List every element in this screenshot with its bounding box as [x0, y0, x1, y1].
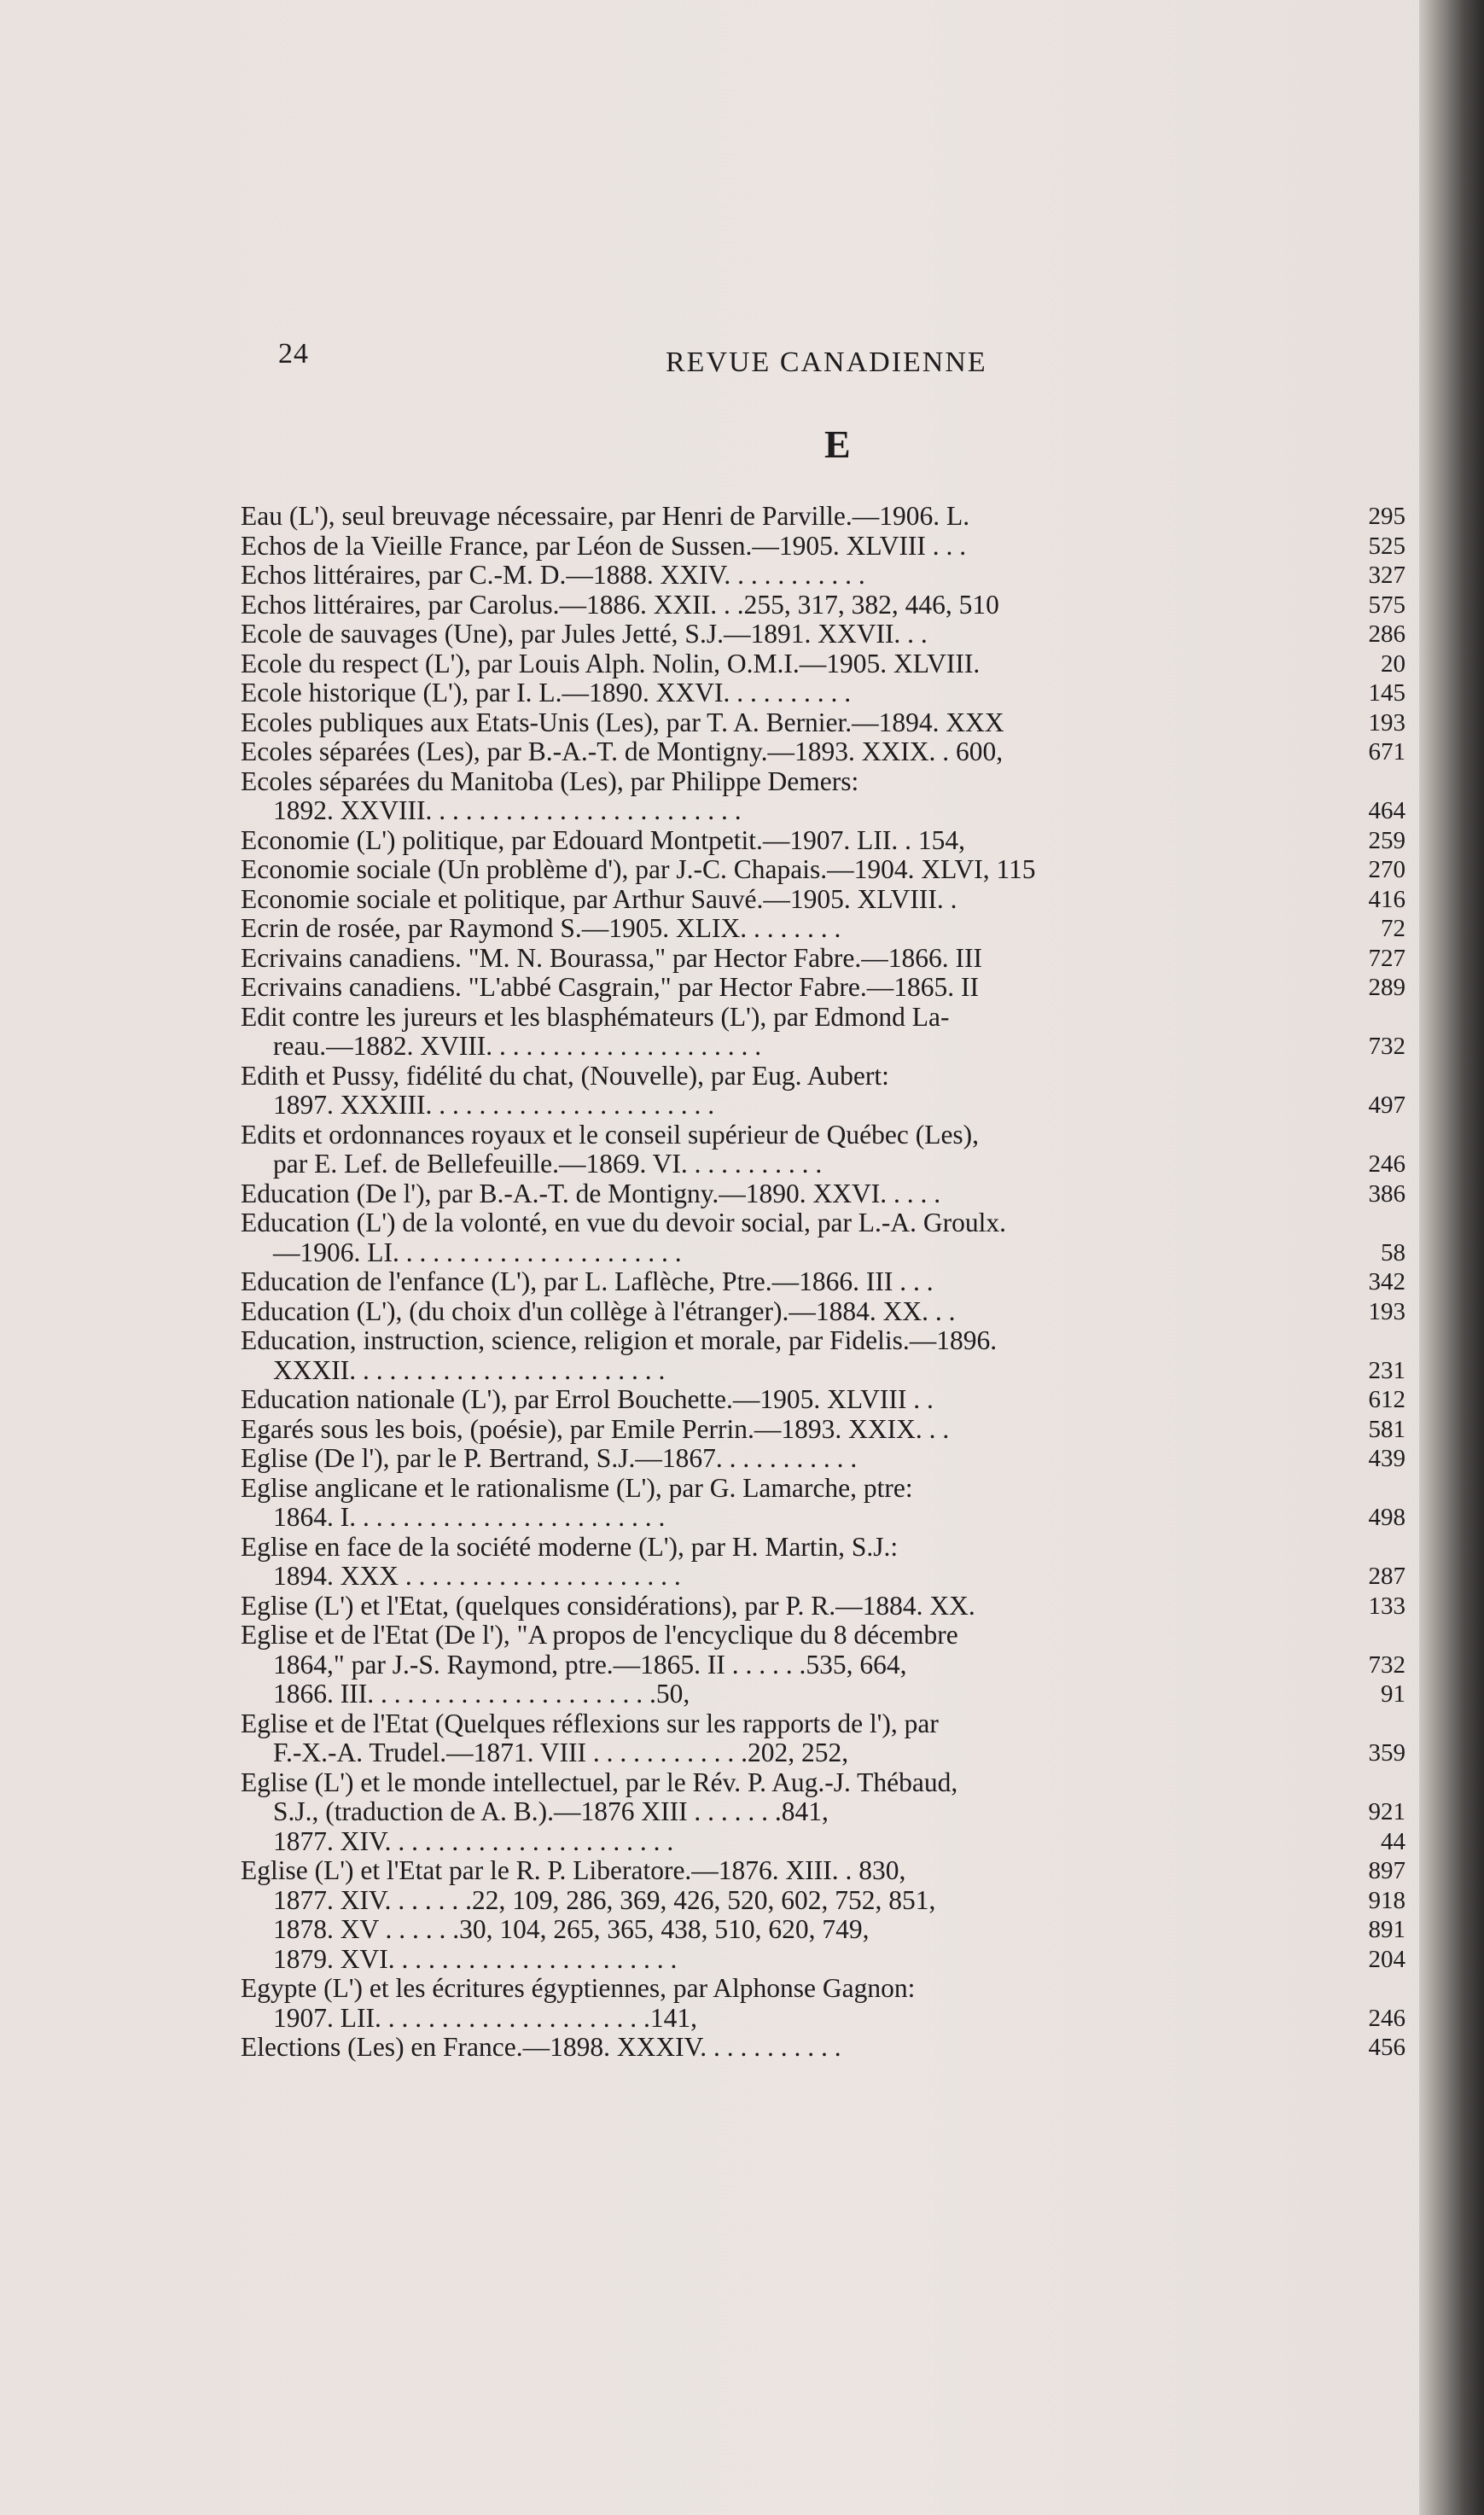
entry-page-numbers: 342	[1368, 1268, 1405, 1295]
entry-page-numbers: 289	[1368, 974, 1405, 1001]
entry-text: Economie sociale (Un problème d'), par J.-C. Chapais.—1904. XLVI, 115	[241, 854, 1036, 884]
index-entry	[241, 1179, 1405, 1209]
entry-page-numbers: 246	[1368, 2004, 1405, 2032]
index-entry	[241, 1415, 1405, 1445]
entry-page-numbers: 897 918 891 204	[1368, 1857, 1405, 1973]
entry-text: Egarés sous les bois, (poésie), par Emile Perrin.—1893. XXIX. . .	[241, 1413, 950, 1444]
index-entry	[241, 678, 1405, 708]
entry-text: Ecoles séparées (Les), par B.-A.-T. de Montigny.—1893. XXIX. . 600,	[241, 736, 1004, 766]
index-entry	[241, 826, 1405, 856]
entry-page-numbers: 72	[1381, 915, 1405, 942]
entry-text: Economie sociale et politique, par Arthur Sauvé.—1905. XLVIII. .	[241, 883, 957, 914]
index-entry	[241, 1768, 1405, 1857]
entry-text: Eglise (L') et l'Etat, (quelques considérations), par P. R.—1884. XX.	[241, 1590, 975, 1621]
index-entry	[241, 855, 1405, 885]
entry-page-numbers: 497	[1368, 1092, 1405, 1119]
entry-text: Eglise en face de la société moderne (L'), par H. Martin, S.J.: 1894. XXX . . . . . . . . . . . . . . . . . . . . .	[241, 1531, 899, 1591]
index-entry	[241, 1003, 1405, 1062]
index-entry	[241, 1533, 1405, 1592]
entry-text: Echos littéraires, par Carolus.—1886. XXII. . .255, 317, 382, 446, 510	[241, 589, 999, 620]
entry-text: Eglise (De l'), par le P. Bertrand, S.J.—1867. . . . . . . . . . .	[241, 1443, 858, 1473]
page-number: 24	[278, 338, 309, 370]
entry-text: Eglise (L') et le monde intellectuel, par le Rév. P. Aug.-J. Thébaud, S.J., (traduction de A. B.).—1876 XIII . . . . . . .841, 1877. XIV. . . . . . . . . . . . . . . . . . . . . .	[241, 1767, 958, 1856]
entry-text: Economie (L') politique, par Edouard Montpetit.—1907. LII. . 154,	[241, 824, 965, 855]
entry-text: Eglise et de l'Etat (Quelques réflexions sur les rapports de l'), par F.-X.-A. Trudel.—1871. VIII . . . . . . . . . . . .202, 252,	[241, 1708, 939, 1767]
entry-text: Edith et Pussy, fidélité du chat, (Nouvelle), par Eug. Aubert: 1897. XXXIII. . . . . . . . . . . . . . . . . . . . . .	[241, 1060, 889, 1120]
index-entry	[241, 1062, 1405, 1121]
entry-page-numbers: 386	[1368, 1179, 1405, 1208]
index-entry	[241, 1121, 1405, 1179]
entry-text: Education nationale (L'), par Errol Bouchette.—1905. XLVIII . .	[241, 1384, 934, 1414]
entry-page-numbers: 416	[1368, 885, 1405, 913]
index-entry	[241, 1621, 1405, 1709]
entry-text: Education de l'enfance (L'), par L. Laflèche, Ptre.—1866. III . . .	[241, 1266, 934, 1296]
entry-text: Edits et ordonnances royaux et le conseil supérieur de Québec (Les), par E. Lef. de Bellefeuille.—1869. VI. . . . . . . . . . .	[241, 1119, 980, 1179]
entry-text: Eglise anglicane et le rationalisme (L'), par G. Lamarche, ptre: 1864. I. . . . . . . . . . . . . . . . . . . . . . . .	[241, 1472, 913, 1532]
entry-text: Egypte (L') et les écritures égyptiennes, par Alphonse Gagnon: 1907. LII. . . . . . . . . . . . . . . . . . . . .141,	[241, 1973, 916, 2033]
index-entry	[241, 1326, 1405, 1385]
entry-text: Ecole de sauvages (Une), par Jules Jetté, S.J.—1891. XXVII. . .	[241, 619, 928, 649]
entry-page-numbers: 456	[1368, 2034, 1405, 2061]
entry-text: Education (De l'), par B.-A.-T. de Montigny.—1890. XXVI. . . . .	[241, 1178, 941, 1208]
running-title: REVUE CANADIENNE	[666, 346, 987, 378]
entry-page-numbers: 921 44	[1368, 1798, 1405, 1855]
entry-page-numbers: 525	[1368, 532, 1405, 560]
entry-text: Ecole du respect (L'), par Louis Alph. Nolin, O.M.I.—1905. XLVIII.	[241, 648, 981, 678]
index-entry	[241, 914, 1405, 944]
index-entry	[241, 1474, 1405, 1533]
index-entry	[241, 532, 1405, 562]
index-entry	[241, 2033, 1405, 2063]
index-entries	[241, 502, 1405, 2063]
index-entry	[241, 885, 1405, 915]
index-entry	[241, 944, 1405, 974]
entry-text: Ecrivains canadiens. "M. N. Bourassa," par Hector Fabre.—1866. III	[241, 942, 982, 973]
entry-page-numbers: 732	[1368, 1033, 1405, 1060]
index-entry	[241, 620, 1405, 649]
entry-page-numbers: 727	[1368, 944, 1405, 972]
entry-page-numbers: 732 91	[1368, 1650, 1405, 1708]
index-entry	[241, 502, 1405, 532]
entry-page-numbers: 193	[1368, 708, 1405, 736]
index-entry	[241, 1592, 1405, 1621]
entry-text: Education (L'), (du choix d'un collège à l'étranger).—1884. XX. . .	[241, 1295, 956, 1326]
entry-page-numbers: 145	[1368, 679, 1405, 707]
entry-page-numbers: 359	[1368, 1739, 1405, 1767]
section-letter: E	[824, 422, 851, 466]
book-spine-shadow	[1419, 0, 1484, 2515]
index-entry	[241, 708, 1405, 738]
index-entry	[241, 1267, 1405, 1297]
index-entry	[241, 1709, 1405, 1768]
entry-page-numbers: 193	[1368, 1297, 1405, 1325]
index-entry	[241, 591, 1405, 620]
entry-text: Echos littéraires, par C.-M. D.—1888. XXIV. . . . . . . . . . .	[241, 560, 865, 590]
index-entry	[241, 1856, 1405, 1974]
entry-page-numbers: 287	[1368, 1563, 1405, 1590]
index-entry	[241, 1444, 1405, 1474]
entry-text: Education (L') de la volonté, en vue du devoir social, par L.-A. Groulx. —1906. LI. . . . . . . . . . . . . . . . . . . . . .	[241, 1208, 1007, 1267]
index-entry	[241, 561, 1405, 591]
entry-page-numbers: 575	[1368, 591, 1405, 619]
entry-page-numbers: 439	[1368, 1445, 1405, 1472]
index-entry	[241, 649, 1405, 679]
entry-page-numbers: 133	[1368, 1592, 1405, 1620]
entry-page-numbers: 498	[1368, 1504, 1405, 1531]
index-entry	[241, 767, 1405, 826]
index-entry	[241, 1297, 1405, 1327]
entry-text: Ecrin de rosée, par Raymond S.—1905. XLIX. . . . . . . .	[241, 913, 841, 943]
entry-page-numbers: 286	[1368, 620, 1405, 648]
entry-text: Echos de la Vieille France, par Léon de Sussen.—1905. XLVIII . . .	[241, 530, 967, 561]
entry-page-numbers: 327	[1368, 562, 1405, 589]
index-entry	[241, 1208, 1405, 1267]
index-entry	[241, 973, 1405, 1003]
entry-page-numbers: 20	[1381, 649, 1405, 678]
index-entry	[241, 737, 1405, 767]
entry-text: Eglise et de l'Etat (De l'), "A propos de l'encyclique du 8 décembre 1864," par J.-S. Raymond, ptre.—1865. II . . . . . .535, 664, 1866. III. . . . . . . . . . . . . . . . . . . . . .50,	[241, 1620, 958, 1709]
entry-text: Eau (L'), seul breuvage nécessaire, par Henri de Parville.—1906. L.	[241, 501, 970, 531]
entry-page-numbers: 270	[1368, 856, 1405, 883]
entry-text: Ecole historique (L'), par I. L.—1890. XXVI. . . . . . . . . .	[241, 678, 852, 707]
entry-page-numbers: 259	[1368, 826, 1405, 854]
entry-text: Ecrivains canadiens. "L'abbé Casgrain," par Hector Fabre.—1865. II	[241, 972, 979, 1002]
index-entry	[241, 1385, 1405, 1415]
entry-page-numbers: 671	[1368, 738, 1405, 766]
entry-text: Education, instruction, science, religion et morale, par Fidelis.—1896. XXXII. . . . . . . . . . . . . . . . . . . . . . . .	[241, 1325, 998, 1385]
entry-page-numbers: 464	[1368, 797, 1405, 824]
entry-text: Elections (Les) en France.—1898. XXXIV. . . . . . . . . . .	[241, 2032, 841, 2062]
entry-page-numbers: 612	[1368, 1386, 1405, 1413]
entry-text: Ecoles publiques aux Etats-Unis (Les), par T. A. Bernier.—1894. XXX	[241, 707, 1004, 737]
entry-page-numbers: 246	[1368, 1150, 1405, 1178]
entry-page-numbers: 581	[1368, 1415, 1405, 1443]
entry-text: Edit contre les jureurs et les blasphémateurs (L'), par Edmond La- reau.—1882. XVIII. . . . . . . . . . . . . . . . . . . . .	[241, 1001, 950, 1061]
entry-page-numbers: 231	[1368, 1356, 1405, 1384]
entry-page-numbers: 58	[1381, 1238, 1405, 1266]
index-entry	[241, 1974, 1405, 2033]
entry-text: Ecoles séparées du Manitoba (Les), par Philippe Demers: 1892. XXVIII. . . . . . . . . . . . . . . . . . . . . . . .	[241, 766, 859, 825]
entry-text: Eglise (L') et l'Etat par le R. P. Liberatore.—1876. XIII. . 830, 1877. XIV. . . . . . .22, 109, 286, 369, 426, 520, 602, 752, 851, 1878. XV . . . . . .30, 104, 265, 365, 438, 510, 620, 749, 1879. XVI. . . . . . . . . . . . . . . . . . . . . .	[241, 1855, 936, 1974]
entry-page-numbers: 295	[1368, 503, 1405, 530]
